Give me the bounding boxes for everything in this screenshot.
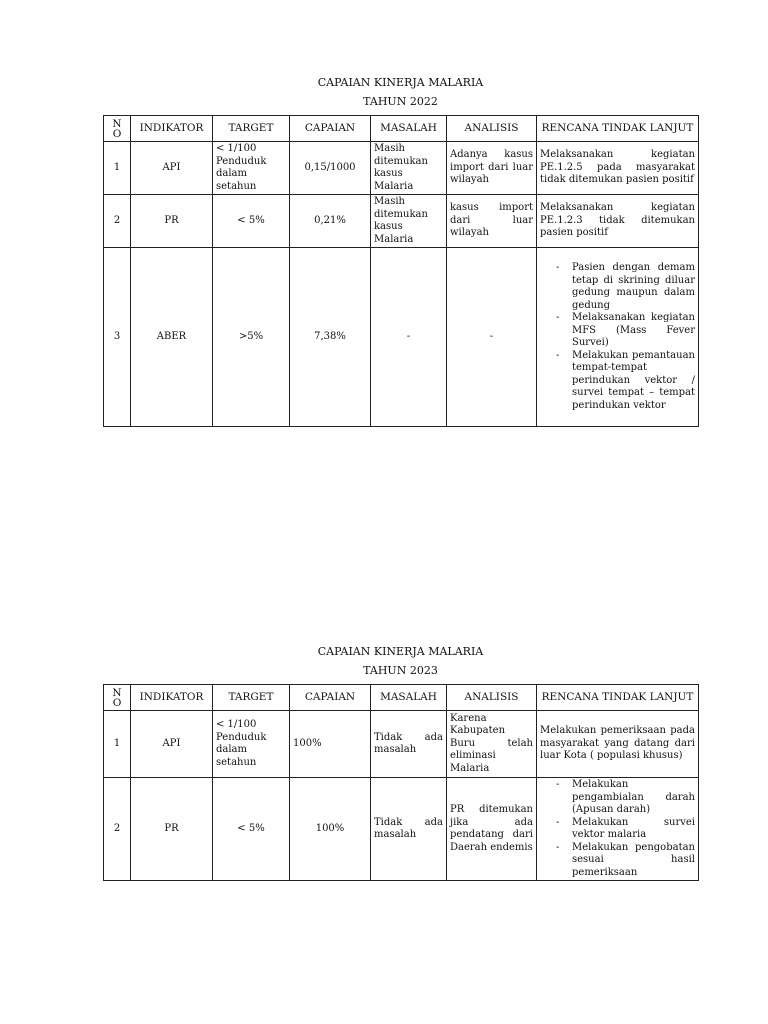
cell-rencana: Melakukan pemeriksaan pada masyarakat yang datang dari luar Kota ( populasi khusus)	[537, 711, 699, 778]
cell-capaian: 100%	[290, 778, 371, 881]
section-2022	[103, 76, 698, 427]
cell-masalah: Tidak ada masalah	[371, 711, 447, 778]
header-masalah: MASALAH	[371, 116, 447, 142]
list-item: - Melakukan pemantauan tempat-tempat perindukan vektor / survei tempat – tempat perindukan vektor	[572, 350, 695, 413]
header-target: TARGET	[213, 685, 290, 711]
table-row	[104, 248, 699, 427]
rencana-list	[540, 779, 695, 879]
table-row	[104, 142, 699, 195]
cell-capaian: 0,21%	[290, 195, 371, 248]
cell-no: 3	[104, 248, 131, 427]
cell-no: 2	[104, 195, 131, 248]
cell-masalah: -	[371, 248, 447, 427]
cell-analisis: -	[447, 248, 537, 427]
cell-no: 1	[104, 142, 131, 195]
header-target: TARGET	[213, 116, 290, 142]
section-2023	[103, 645, 698, 881]
cell-capaian: 7,38%	[290, 248, 371, 427]
cell-rencana: Melaksanakan kegiatan PE.1.2.3 tidak ditemukan pasien positif	[537, 195, 699, 248]
cell-analisis: Karena Kabupaten Buru telah eliminasi Malaria	[447, 711, 537, 778]
list-item: - Melaksanakan kegiatan MFS (Mass Fever Survei)	[572, 312, 695, 350]
cell-indikator: API	[131, 711, 213, 778]
cell-rencana: Melaksanakan kegiatan PE.1.2.5 pada masyarakat tidak ditemukan pasien positif	[537, 142, 699, 195]
cell-capaian: 0,15/1000	[290, 142, 371, 195]
header-analisis: ANALISIS	[447, 116, 537, 142]
header-indikator: INDIKATOR	[131, 116, 213, 142]
cell-masalah: Masih ditemukan kasus Malaria	[371, 195, 447, 248]
table-row	[104, 195, 699, 248]
cell-target: >5%	[213, 248, 290, 427]
cell-no: 2	[104, 778, 131, 881]
cell-capaian: 100%	[290, 711, 371, 778]
cell-indikator: PR	[131, 195, 213, 248]
rencana-list	[540, 262, 695, 412]
performance-table-2023	[103, 684, 699, 881]
cell-rencana	[537, 778, 699, 881]
table-header-row	[104, 685, 699, 711]
cell-masalah: Masih ditemukan kasus Malaria	[371, 142, 447, 195]
doc-year: TAHUN 2023	[363, 664, 438, 677]
header-analisis: ANALISIS	[447, 685, 537, 711]
header-indikator: INDIKATOR	[131, 685, 213, 711]
list-item: - Melakukan survei vektor malaria	[572, 817, 695, 842]
list-item: - Pasien dengan demam tetap di skrining diluar gedung maupun dalam gedung	[572, 262, 695, 312]
cell-target: < 1/100 Penduduk dalam setahun	[213, 142, 290, 195]
table-row	[104, 778, 699, 881]
cell-analisis: kasus import dari luar wilayah	[447, 195, 537, 248]
cell-masalah: Tidak ada masalah	[371, 778, 447, 881]
header-capaian: CAPAIAN	[290, 116, 371, 142]
cell-analisis: Adanya kasus import dari luar wilayah	[447, 142, 537, 195]
cell-no: 1	[104, 711, 131, 778]
doc-year: TAHUN 2022	[363, 95, 438, 108]
list-item: - Melakukan pengobatan sesuai hasil pemeriksaan	[572, 842, 695, 880]
header-no: N O	[104, 685, 131, 711]
header-masalah: MASALAH	[371, 685, 447, 711]
header-no: N O	[104, 116, 131, 142]
cell-indikator: API	[131, 142, 213, 195]
performance-table-2022	[103, 115, 699, 427]
header-capaian: CAPAIAN	[290, 685, 371, 711]
header-rencana: RENCANA TINDAK LANJUT	[537, 685, 699, 711]
cell-indikator: PR	[131, 778, 213, 881]
cell-target: < 1/100 Penduduk dalam setahun	[213, 711, 290, 778]
header-rencana: RENCANA TINDAK LANJUT	[537, 116, 699, 142]
list-item: - Melakukan pengambialan darah (Apusan darah)	[572, 779, 695, 817]
cell-target: < 5%	[213, 778, 290, 881]
doc-title: CAPAIAN KINERJA MALARIA	[317, 645, 484, 658]
cell-indikator: ABER	[131, 248, 213, 427]
table-header-row	[104, 116, 699, 142]
cell-target: < 5%	[213, 195, 290, 248]
cell-analisis: PR ditemukan jika ada pendatang dari Daerah endemis	[447, 778, 537, 881]
doc-title: CAPAIAN KINERJA MALARIA	[317, 76, 484, 89]
table-row	[104, 711, 699, 778]
cell-rencana	[537, 248, 699, 427]
